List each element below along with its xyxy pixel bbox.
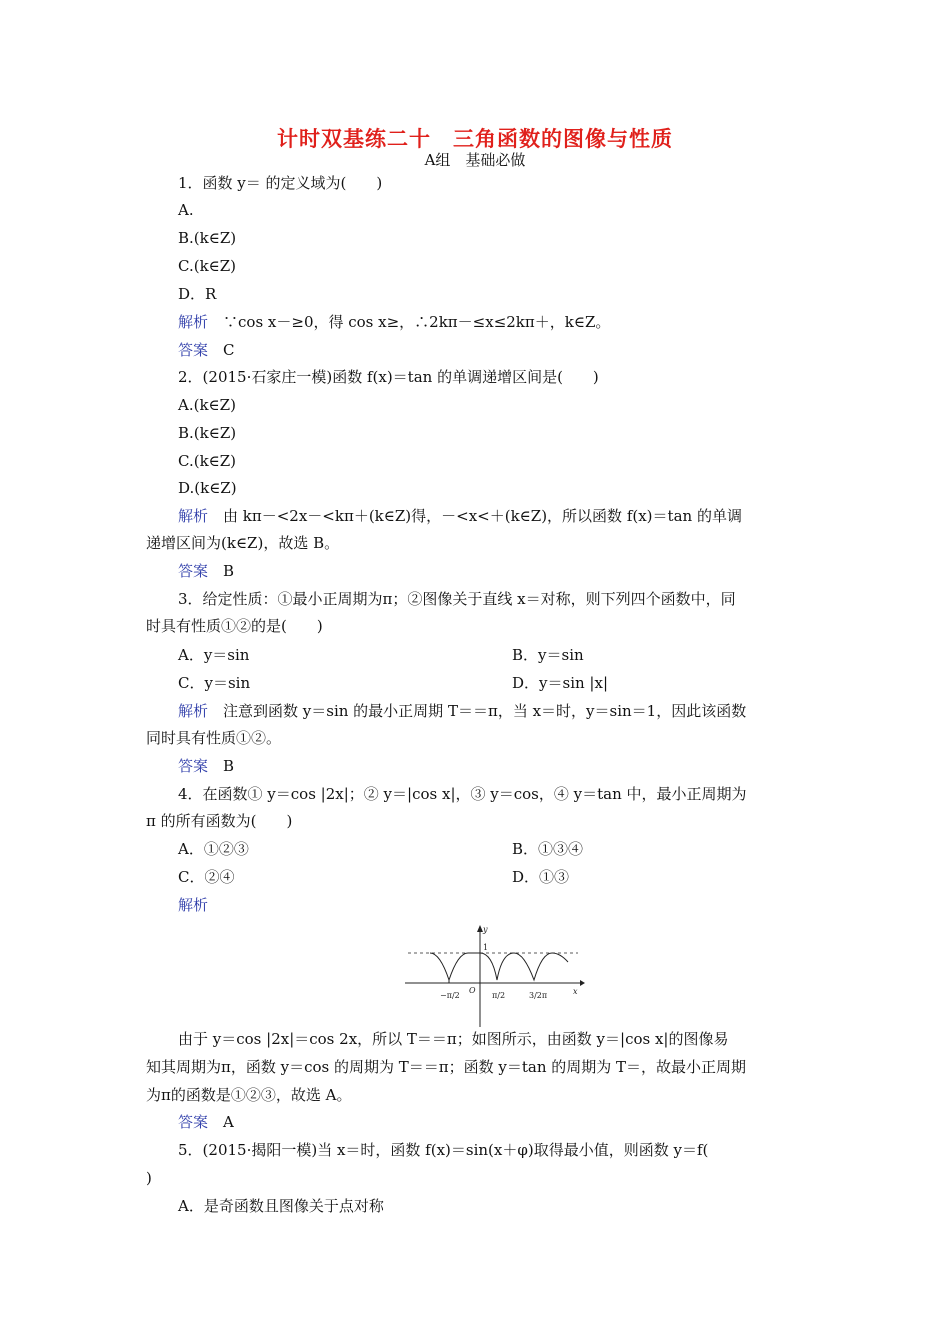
section-label: 解析 [178, 507, 209, 525]
line-text: A．是奇函数且图像关于点对称 [178, 1197, 384, 1215]
text-line-q2d [178, 478, 237, 498]
text-line-q1b [178, 228, 236, 248]
line-text: B [208, 757, 235, 775]
section-label: 答案 [178, 341, 209, 359]
text-line-q4B [512, 839, 583, 859]
text-line-q4D [512, 867, 569, 887]
x-axis-label: x [573, 987, 578, 996]
text-line-q3ans [178, 756, 234, 776]
line-text: ) [146, 1169, 152, 1187]
line-text: A．①②③ [178, 840, 249, 858]
text-line-q5b [146, 1168, 152, 1188]
line-text: 5．(2015·揭阳一模)当 x＝时，函数 f(x)＝sin(x＋φ)取得最小值，则函数 y＝f( [178, 1141, 709, 1159]
line-text: D.(k∈Z) [178, 479, 237, 497]
line-text: D．y＝sin |x| [512, 674, 608, 692]
line-text: π 的所有函数为( ) [146, 812, 293, 830]
section-label: 答案 [178, 562, 209, 580]
section-label: 答案 [178, 1113, 209, 1131]
text-line-q2sol [178, 506, 742, 526]
line-text: B．①③④ [512, 840, 584, 858]
line-text: B.(k∈Z) [178, 229, 237, 247]
line-text: B．y＝sin [512, 646, 584, 664]
text-line-q1sol [178, 312, 610, 332]
abs-cos-curve [430, 953, 568, 980]
section-label: 解析 [178, 896, 209, 914]
tick-label-neg-half-pi: −π/2 [440, 991, 460, 1000]
text-line-q1a [178, 200, 194, 220]
text-line-q2 [178, 367, 599, 387]
page-title: 计时双基练二十 三角函数的图像与性质 [277, 126, 673, 151]
line-text: 2．(2015·石家庄一模)函数 f(x)＝tan 的单调递增区间是( ) [178, 368, 599, 386]
line-text: A [208, 1113, 234, 1131]
line-text: C．y＝sin [178, 674, 251, 692]
text-line-q3D [512, 673, 608, 693]
text-line-q1d [178, 284, 216, 304]
line-text: C [208, 341, 235, 359]
line-text: 4．在函数① y＝cos |2x|；② y＝|cos x|，③ y＝cos，④ y＝tan 中，最小正周期为 [178, 785, 747, 803]
line-text: 注意到函数 y＝sin 的最小正周期 T＝＝π，当 x＝时，y＝sin＝1，因此该函数 [208, 702, 747, 720]
text-line-q4ans [178, 1112, 234, 1132]
section-label: 答案 [178, 757, 209, 775]
text-line-q4b [146, 811, 292, 831]
text-line-q4A [178, 839, 249, 859]
tick-label-three-half-pi: 3/2π [529, 991, 548, 1000]
text-line-q3sol [178, 701, 746, 721]
text-line-q2a [178, 395, 236, 415]
text-line-q4sol2 [178, 1029, 729, 1049]
text-line-q2c [178, 451, 236, 471]
text-line-q3B [512, 645, 584, 665]
line-text: A. [178, 201, 194, 219]
text-line-q4C [178, 867, 234, 887]
line-text: 同时具有性质①②。 [146, 729, 282, 747]
line-text: D．①③ [512, 868, 570, 886]
text-line-q3C [178, 673, 250, 693]
text-line-q2ans [178, 561, 234, 581]
line-text: 1．函数 y＝ 的定义域为( ) [178, 174, 383, 192]
group-subtitle: A组 基础必做 [424, 151, 526, 169]
text-line-q2sol2 [146, 533, 339, 553]
text-line-q3A [178, 645, 249, 665]
y-axis-label: y [483, 925, 488, 934]
text-line-q1ans [178, 340, 235, 360]
line-text: 递增区间为(k∈Z)，故选 B。 [146, 534, 340, 552]
line-text: 为π的函数是①②③，故选 A。 [146, 1086, 352, 1104]
tick-label-half-pi: π/2 [492, 991, 506, 1000]
text-line-q3sol2 [146, 728, 281, 748]
line-text: C．②④ [178, 868, 235, 886]
line-text: 由于 y＝cos |2x|＝cos 2x，所以 T＝＝π；如图所示，由函数 y＝|cos x|的图像易 [178, 1030, 729, 1048]
abs-cos-graph [400, 922, 585, 1032]
text-line-q3 [178, 589, 736, 609]
text-line-q3b [146, 616, 323, 636]
line-text: A.(k∈Z) [178, 396, 236, 414]
origin-label: O [469, 986, 476, 995]
text-line-q1 [178, 173, 382, 193]
text-line-q5 [178, 1140, 708, 1160]
text-line-q4 [178, 784, 747, 804]
section-label: 解析 [178, 702, 209, 720]
text-line-q4sol3 [146, 1057, 746, 1077]
line-text: 时具有性质①②的是( ) [146, 617, 323, 635]
line-text: C.(k∈Z) [178, 257, 237, 275]
text-line-q5A [178, 1196, 384, 1216]
line-text: B [208, 562, 235, 580]
text-line-q1c [178, 256, 236, 276]
line-text: ∵cos x－≥0，得 cos x≥，∴2kπ－≤x≤2kπ＋，k∈Z。 [208, 313, 611, 331]
text-line-q4sol [178, 895, 208, 915]
max-label: 1 [483, 943, 489, 952]
text-line-q2b [178, 423, 236, 443]
line-text: D．R [178, 285, 217, 303]
line-text: 知其周期为π，函数 y＝cos 的周期为 T＝＝π；函数 y＝tan 的周期为 T＝，故最小正周期 [146, 1058, 747, 1076]
line-text: C.(k∈Z) [178, 452, 237, 470]
text-line-q4sol4 [146, 1085, 351, 1105]
line-text: B.(k∈Z) [178, 424, 237, 442]
line-text: 由 kπ－<2x－<kπ＋(k∈Z)得，－<x<＋(k∈Z)，所以函数 f(x)＝tan 的单调 [208, 507, 742, 525]
line-text: A．y＝sin [178, 646, 250, 664]
x-axis-arrow [580, 980, 585, 986]
line-text: 3．给定性质：①最小正周期为π；②图像关于直线 x＝对称，则下列四个函数中，同 [178, 590, 736, 608]
section-label: 解析 [178, 313, 209, 331]
